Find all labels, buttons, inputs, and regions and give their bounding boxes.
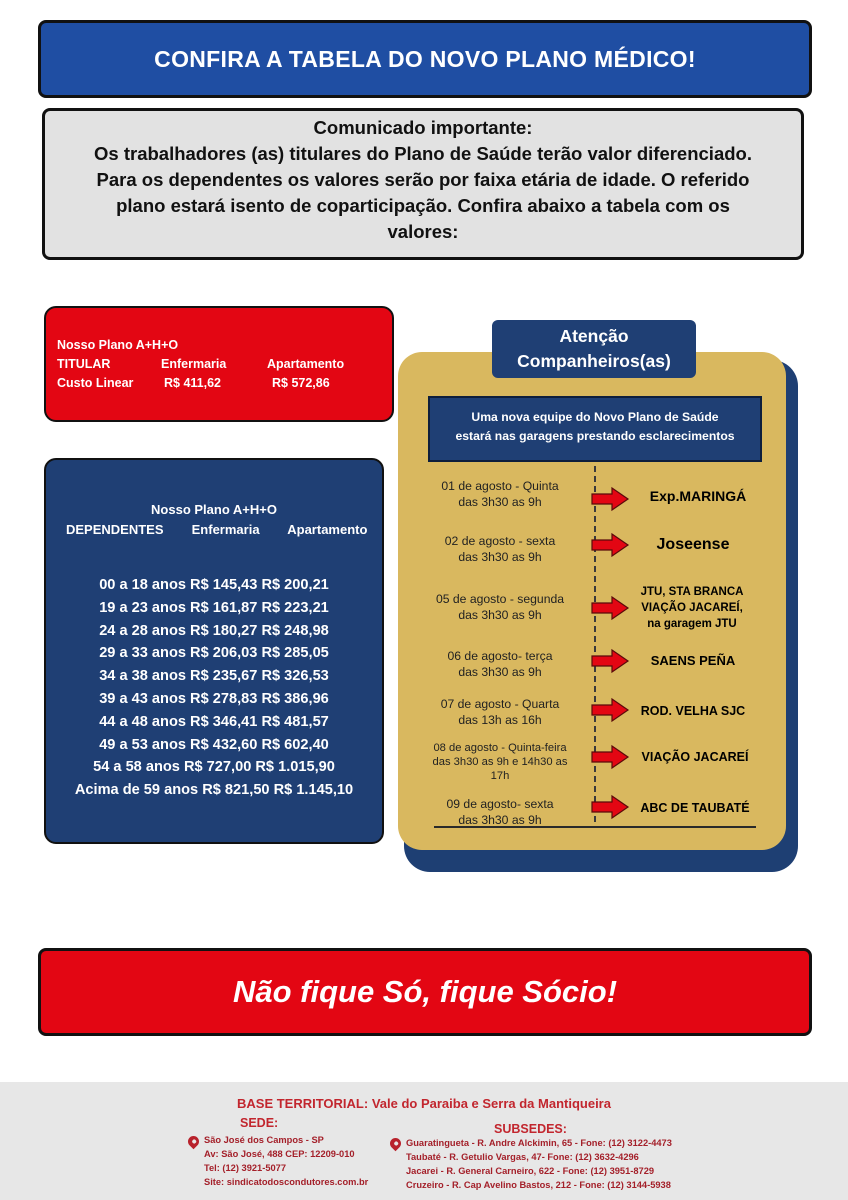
price-row: 19 a 23 anos R$ 161,87 R$ 223,21	[99, 599, 329, 616]
schedule-place-line: ABC DE TAUBATÉ	[640, 801, 750, 815]
dependents-table-header	[66, 522, 367, 537]
notice-line: plano estará isento de coparticipação. Confira abaixo a tabela com os	[116, 195, 730, 216]
subsede-line: Jacarei - R. General Carneiro, 622 - Fone: (12) 3951-8729	[406, 1166, 655, 1176]
price-row: 34 a 38 anos R$ 235,67 R$ 326,53	[99, 668, 329, 685]
schedule-date-line: das 3h30 as 9h	[458, 550, 542, 564]
price-row: 39 a 43 anos R$ 278,83 R$ 386,96	[99, 690, 329, 707]
attention-badge	[492, 320, 696, 378]
sede-phone: Tel: (12) 3921-5077	[204, 1163, 286, 1173]
attention-banner	[428, 396, 762, 462]
attention-badge-line: Companheiros(as)	[517, 351, 671, 371]
slogan-text: Não fique Só, fique Sócio!	[232, 974, 618, 1009]
territory-title: BASE TERRITORIAL: Vale do Paraiba e Serra da Mantiqueira	[237, 1096, 611, 1111]
sede-address-line: Av: São José, 488 CEP: 12209-010	[204, 1149, 355, 1159]
price-row: 49 a 53 anos R$ 432,60 R$ 602,40	[99, 736, 329, 753]
page-title-banner	[38, 20, 812, 98]
schedule-date	[420, 533, 580, 565]
schedule-date-line: das 3h30 as 9h	[458, 813, 542, 827]
titular-apartamento-header: Apartamento	[267, 357, 345, 371]
subsede-line: Guaratingueta - R. Andre Alckimin, 65 - Fone: (12) 3122-4473	[406, 1138, 672, 1148]
schedule-place	[628, 800, 762, 816]
price-row: 54 a 58 anos R$ 727,00 R$ 1.015,90	[93, 759, 335, 776]
red-arrow-right-icon	[590, 744, 630, 770]
schedule-place	[626, 653, 760, 669]
notice-box	[42, 108, 804, 260]
dependents-column-label: DEPENDENTES	[66, 522, 164, 537]
attention-banner-line: Uma nova equipe do Novo Plano de Saúde	[471, 410, 719, 424]
attention-badge-line: Atenção	[559, 326, 629, 346]
dependents-enfermaria-header: Enfermaria	[191, 522, 260, 537]
titular-price-card	[44, 306, 394, 422]
red-arrow-right-icon	[590, 595, 630, 621]
schedule-place-line: SAENS PEÑA	[650, 653, 736, 668]
footer	[0, 1082, 848, 1200]
schedule-place-line: na garagem JTU	[647, 618, 737, 630]
schedule-date-line: das 3h30 as 9h	[458, 665, 542, 679]
schedule-place-line: Exp.MARINGÁ	[649, 488, 747, 504]
schedule-date-line: 09 de agosto- sexta	[446, 797, 554, 811]
schedule-date-line: 06 de agosto- terça	[447, 649, 553, 663]
schedule-date	[420, 648, 580, 680]
notice-line: Para os dependentes os valores serão por faixa etária de idade. O referido	[96, 169, 750, 190]
red-arrow-right-icon	[590, 794, 630, 820]
notice-line: valores:	[387, 221, 459, 242]
sede-site: Site: sindicatodoscondutores.com.br	[204, 1177, 369, 1187]
slogan-banner	[38, 948, 812, 1036]
schedule-place-line: VIAÇÃO JACAREÍ,	[641, 602, 743, 614]
red-arrow-right-icon	[590, 486, 630, 512]
page-title: CONFIRA A TABELA DO NOVO PLANO MÉDICO!	[154, 45, 696, 72]
schedule-place	[624, 537, 762, 553]
subsedes-title: SUBSEDES:	[494, 1122, 567, 1136]
schedule-date	[420, 591, 580, 623]
price-row: 44 a 48 anos R$ 346,41 R$ 481,57	[99, 713, 329, 730]
dependents-plan-name: Nosso Plano A+H+O	[151, 502, 277, 517]
sede-address-line: São José dos Campos - SP	[204, 1135, 324, 1145]
attention-banner-line: estará nas garagens prestando esclarecimentos	[455, 429, 735, 443]
schedule-date-line: das 3h30 as 9h	[458, 608, 542, 622]
titular-plan-name: Nosso Plano A+H+O	[57, 338, 179, 352]
location-pin-icon	[186, 1134, 202, 1150]
notice-line: Os trabalhadores (as) titulares do Plano de Saúde terão valor diferenciado.	[94, 143, 752, 164]
schedule-date-line: das 13h as 16h	[458, 713, 542, 727]
subsede-line: Taubaté - R. Getulio Vargas, 47- Fone: (12) 3632-4296	[406, 1152, 639, 1162]
schedule-place	[628, 488, 768, 504]
price-row: 29 a 33 anos R$ 206,03 R$ 285,05	[99, 645, 329, 662]
titular-column-label: TITULAR	[57, 357, 111, 371]
dependents-apartamento-header: Apartamento	[287, 522, 368, 537]
price-row: Acima de 59 anos R$ 821,50 R$ 1.145,10	[74, 782, 354, 799]
schedule-date-line: das 3h30 as 9h	[458, 495, 542, 509]
dependents-price-card	[44, 458, 384, 844]
dependents-price-list	[46, 574, 382, 802]
price-row: 00 a 18 anos R$ 145,43 R$ 200,21	[99, 577, 329, 593]
schedule-date	[420, 741, 580, 783]
schedule-date-line: 01 de agosto - Quinta	[441, 479, 559, 493]
schedule-place	[628, 749, 762, 765]
notice-heading: Comunicado importante:	[313, 117, 533, 138]
titular-enfermaria-header: Enfermaria	[161, 357, 227, 371]
schedule-place-line: JTU, STA BRANCA	[640, 586, 744, 598]
schedule-date-line: 05 de agosto - segunda	[435, 592, 565, 606]
titular-row-label: Custo Linear	[57, 376, 134, 390]
schedule-place-line: Joseense	[656, 536, 730, 553]
schedule-date	[420, 796, 580, 828]
red-arrow-right-icon	[590, 648, 630, 674]
schedule-place	[626, 703, 760, 719]
schedule-date	[420, 696, 580, 728]
schedule-date-line: 17h	[490, 770, 510, 782]
subsede-line: Cruzeiro - R. Cap Avelino Bastos, 212 - Fone: (12) 3144-5938	[406, 1180, 671, 1190]
price-row: 24 a 28 anos R$ 180,27 R$ 248,98	[99, 622, 329, 639]
schedule-place	[628, 584, 756, 632]
schedule-date-line: das 3h30 as 9h e 14h30 as	[432, 756, 568, 768]
schedule-place-line: VIAÇÃO JACAREÍ	[641, 750, 749, 764]
schedule-date-line: 07 de agosto - Quarta	[440, 697, 560, 711]
schedule-date-line: 02 de agosto - sexta	[444, 534, 556, 548]
schedule-place-line: ROD. VELHA SJC	[640, 704, 746, 718]
titular-enfermaria-value: R$ 411,62	[164, 376, 221, 390]
location-pin-icon	[388, 1136, 404, 1152]
sede-title: SEDE:	[240, 1116, 279, 1130]
schedule-date	[420, 478, 580, 510]
schedule-date-line: 08 de agosto - Quinta-feira	[433, 742, 567, 754]
red-arrow-right-icon	[590, 697, 630, 723]
titular-apartamento-value: R$ 572,86	[272, 376, 330, 390]
